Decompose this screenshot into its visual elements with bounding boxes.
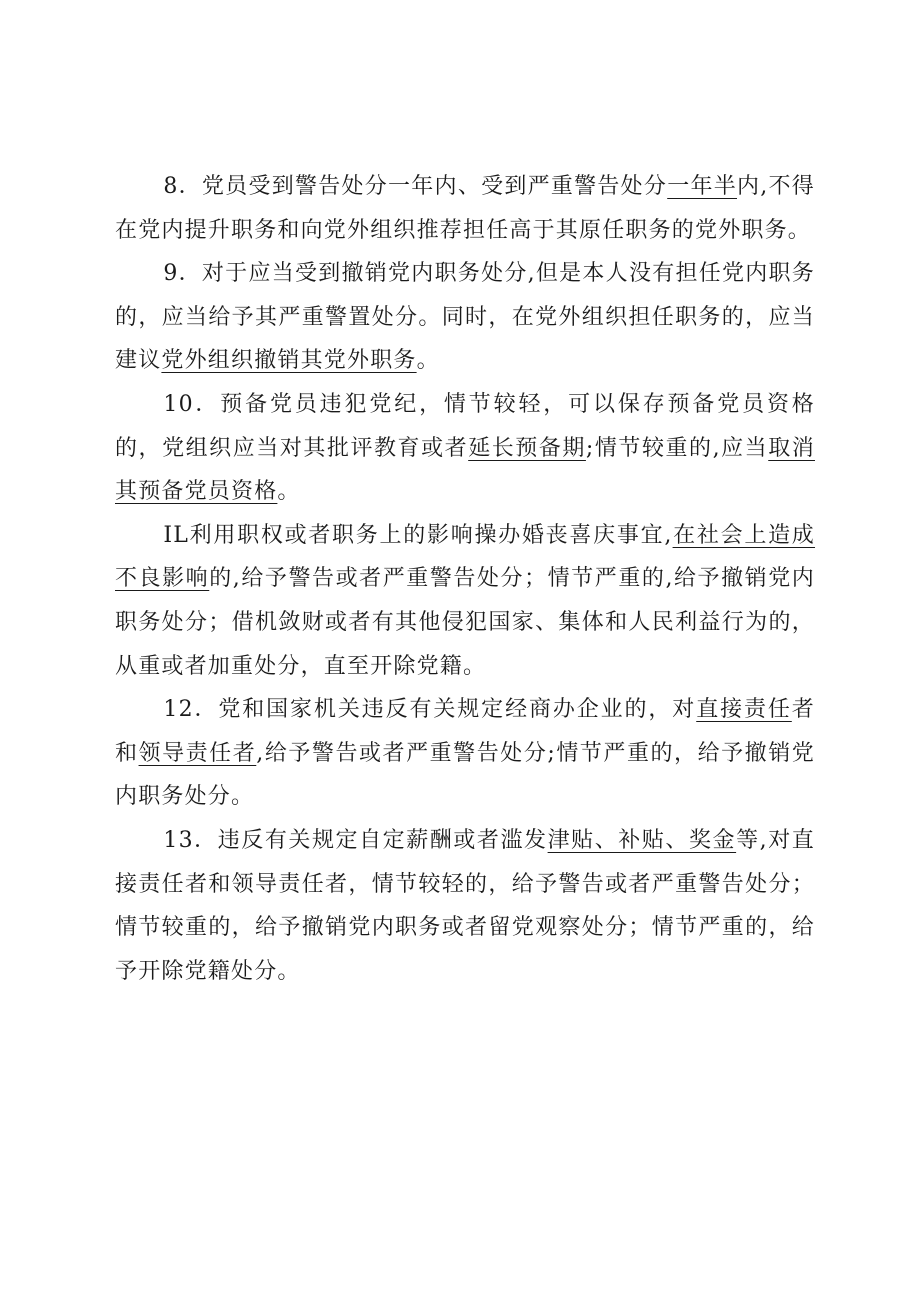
paragraph-item-11: [115, 514, 815, 688]
text-segment: ;情节较重的,应当: [585, 435, 769, 461]
underlined-text-segment: 延长预备期: [468, 435, 586, 461]
paragraph-item-9: [115, 252, 815, 383]
text-segment: 。: [277, 479, 301, 505]
document-body: [115, 165, 815, 993]
text-segment: 。: [416, 348, 440, 374]
underlined-text-segment: 取消其预备党员资格: [115, 435, 815, 505]
text-segment: 的,给予警告或者严重警告处分；情节严重的,给予撤销党内职务处分；借机敛财或者有其他侵犯国家、集体和人民利益行为的，从重或者加重处分，直至开除党籍。: [115, 566, 815, 679]
text-segment: 者和: [115, 697, 815, 766]
paragraph-item-13: [115, 819, 815, 993]
text-segment: 内,不得在党内提升职务和向党外组织推荐担任高于其原任职务的党外职务。: [115, 174, 815, 243]
underlined-text-segment: 直接责任: [696, 697, 792, 723]
paragraph-item-10: [115, 383, 815, 514]
text-segment: 8．党员受到警告处分一年内、受到严重警告处分: [163, 174, 668, 199]
underlined-text-segment: 领导责任者: [138, 740, 257, 766]
text-segment: 10．预备党员违犯党纪，情节较轻，可以保存预备党员资格的，党组织应当对其批评教育或者: [115, 391, 815, 461]
text-segment: 9．对于应当受到撤销党内职务处分,但是本人没有担任党内职务的，应当给予其严重警置处分。同时，在党外组织担任职务的，应当建议: [115, 261, 815, 374]
underlined-text-segment: 一年半: [667, 174, 737, 199]
paragraph-item-12: [115, 688, 815, 819]
underlined-text-segment: 党外组织撤销其党外职务: [161, 348, 417, 374]
underlined-text-segment: 津贴、补贴、奖金: [547, 827, 737, 853]
text-segment: 12．党和国家机关违反有关规定经商办企业的，对: [163, 697, 697, 723]
text-segment: 13．违反有关规定自定薪酬或者滥发: [163, 827, 548, 853]
text-segment: 等,对直接责任者和领导责任者，情节较轻的，给予警告或者严重警告处分；情节较重的，给予撤销党内职务或者留党观察处分；情节严重的，给予开除党籍处分。: [115, 827, 815, 984]
paragraph-item-8: [115, 165, 815, 252]
underlined-text-segment: 在社会上造成不良影响: [115, 522, 816, 592]
text-segment: IL利用职权或者职务上的影响操办婚丧喜庆事宜,: [163, 522, 673, 548]
text-segment: ,给予警告或者严重警告处分;情节严重的，给予撤销党内职务处分。: [115, 740, 815, 810]
